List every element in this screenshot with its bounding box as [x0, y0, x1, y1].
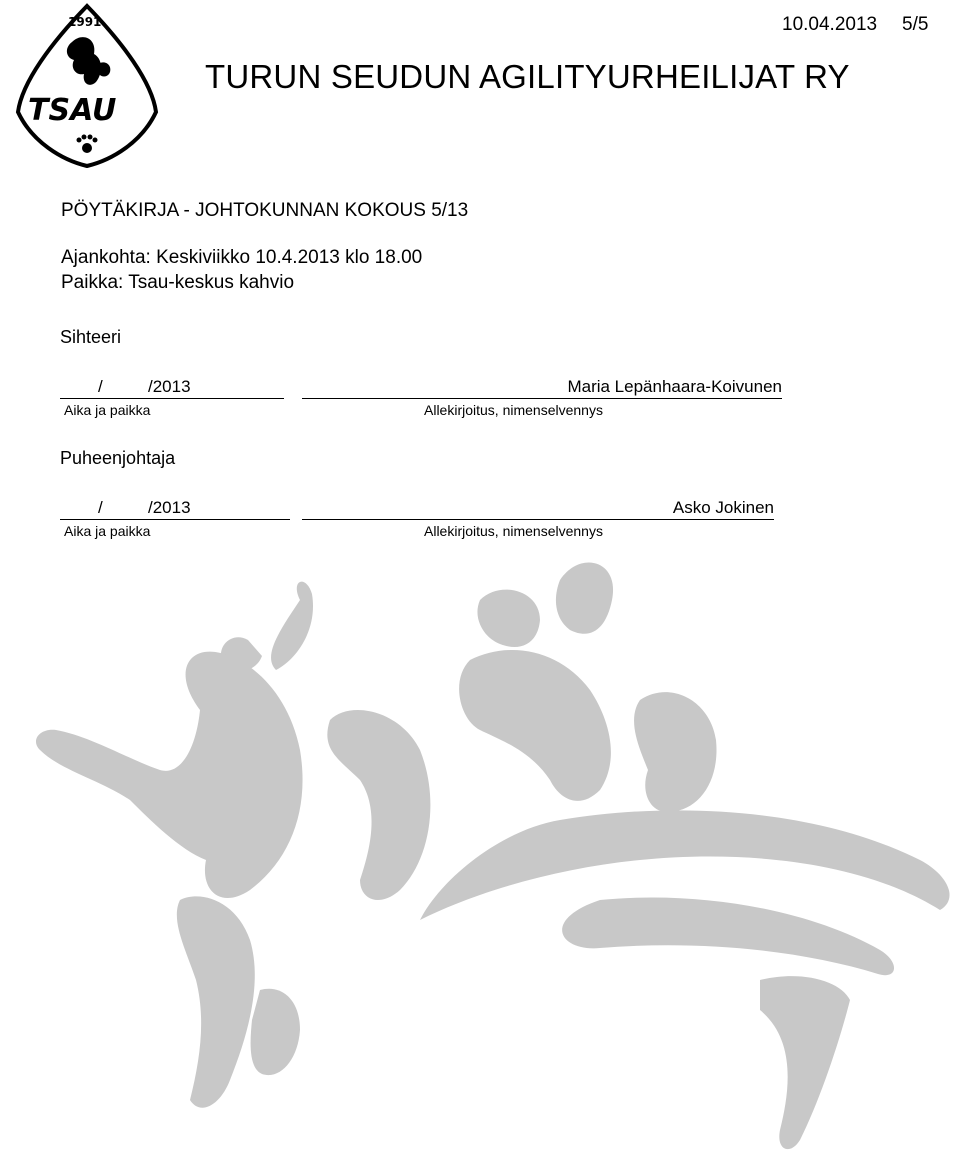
- date-year: /2013: [148, 377, 191, 396]
- date-place-caption: Aika ja paikka: [64, 523, 151, 539]
- date-slash: /: [98, 377, 103, 396]
- meeting-place: Paikka: Tsau-keskus kahvio: [61, 272, 295, 293]
- dog-watermark-icon: [0, 560, 960, 1161]
- chairman-role: Puheenjohtaja: [60, 448, 176, 468]
- dog-logo-icon: [12, 2, 162, 170]
- date-place-caption: Aika ja paikka: [64, 402, 151, 418]
- signature-line: [302, 398, 782, 399]
- signature-line: [302, 519, 774, 520]
- date-place-line: [60, 398, 284, 399]
- meeting-time: Ajankohta: Keskiviikko 10.4.2013 klo 18.00: [61, 247, 423, 268]
- page-number: 5/5: [902, 14, 929, 35]
- date-year: /2013: [148, 498, 191, 517]
- logo-year: 1991: [68, 15, 102, 29]
- secretary-name: Maria Lepänhaara-Koivunen: [567, 377, 782, 396]
- date-place-line: [60, 519, 290, 520]
- organization-name: TURUN SEUDUN AGILITYURHEILIJAT RY: [205, 58, 850, 95]
- logo-letters: TSAU: [28, 93, 117, 128]
- signature-caption: Allekirjoitus, nimenselvennys: [424, 402, 603, 418]
- meeting-title: PÖYTÄKIRJA - JOHTOKUNNAN KOKOUS 5/13: [61, 200, 469, 221]
- signature-caption: Allekirjoitus, nimenselvennys: [424, 523, 603, 539]
- chairman-name: Asko Jokinen: [672, 498, 774, 517]
- document-date: 10.04.2013: [782, 14, 878, 35]
- date-slash: /: [98, 498, 103, 517]
- secretary-role: Sihteeri: [60, 327, 122, 347]
